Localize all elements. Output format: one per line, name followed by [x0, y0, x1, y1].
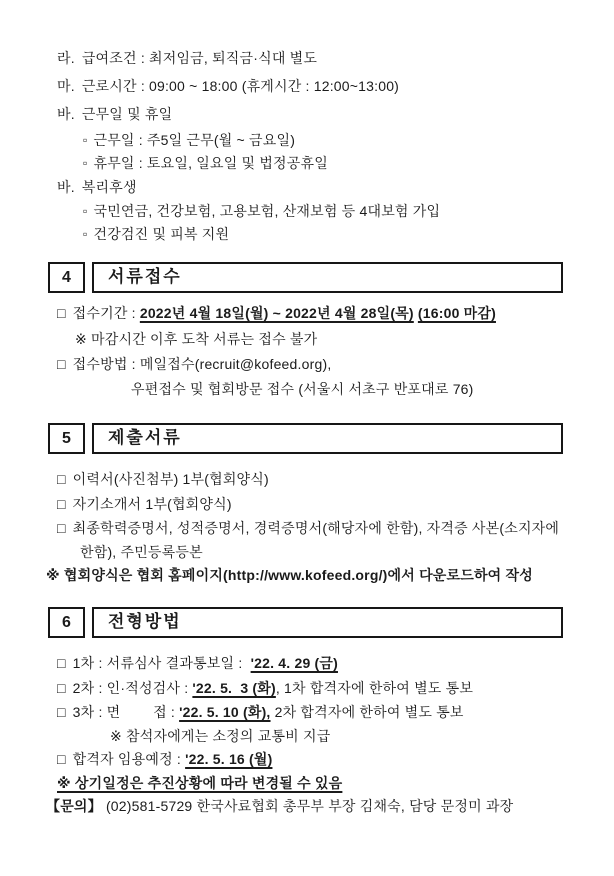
condition-text: 휴무일 : 토요일, 일요일 및 법정공휴일 [93, 155, 328, 171]
condition-line-hours [57, 78, 399, 95]
submission-period-line [57, 305, 496, 322]
form-download-note [46, 567, 533, 584]
step-post: 2차 합격자에 한하여 별도 통보 [270, 704, 464, 720]
submission-method-line2 [131, 381, 474, 398]
condition-subline-checkup [83, 226, 229, 243]
note-text: ※ 마감시간 이후 도착 서류는 접수 불가 [75, 331, 318, 347]
checkbox-bullet-icon: □ [57, 356, 66, 372]
note-text: ※ 상기일정은 추진상황에 따라 변경될 수 있음 [57, 775, 343, 791]
list-marker: 라. [57, 50, 75, 66]
period-deadline: (16:00 마감) [417, 305, 496, 321]
contact-text: (02)581-5729 한국사료협회 총무부 부장 김채숙, 담당 문정미 과장 [101, 798, 514, 814]
condition-subline-holiday [83, 155, 328, 172]
condition-text: 급여조건 : 최저임금, 퇴직금·식대 별도 [81, 50, 318, 66]
item-text: 자기소개서 1부(협회양식) [72, 496, 232, 512]
condition-text: 국민연금, 건강보험, 고용보험, 산재보험 등 4대보험 가입 [93, 203, 441, 219]
checkbox-bullet-icon: □ [57, 471, 66, 487]
step-date: '22. 5. 10 (화), [179, 704, 271, 720]
document-item-intro [57, 496, 232, 513]
condition-line-welfare [57, 179, 137, 196]
section-header-documents [48, 423, 563, 454]
checkbox-bullet-icon: □ [57, 680, 66, 696]
section-title: 제출서류 [92, 423, 563, 454]
step-date: '22. 5. 3 (화) [192, 680, 276, 696]
condition-subline-insurance [83, 203, 440, 220]
section-header-process [48, 607, 563, 638]
checkbox-bullet-icon: □ [57, 520, 66, 536]
hire-date-line [57, 751, 272, 768]
submission-method-line [57, 356, 331, 373]
hire-date: '22. 5. 16 (월) [185, 751, 273, 767]
period-value: 2022년 4월 18일(월) ~ 2022년 4월 28일(목) [139, 305, 414, 321]
document-item-certificates-cont [80, 544, 203, 561]
section-header-submission [48, 262, 563, 293]
step-post: , 1차 합격자에 한하여 별도 통보 [275, 680, 474, 696]
step-date: '22. 4. 29 (금) [250, 655, 338, 671]
section-number: 6 [48, 607, 85, 638]
condition-text: 근무일 및 휴일 [81, 106, 173, 122]
item-text: 이력서(사진첨부) 1부(협회양식) [72, 471, 269, 487]
item-text: 최종학력증명서, 성적증명서, 경력증명서(해당자에 한함), 자격증 사본(소지자에 [72, 520, 560, 536]
step-text: 3차 : 면 접 : [72, 704, 180, 720]
condition-text: 건강검진 및 피복 지원 [93, 226, 230, 242]
contact-label: 【문의】 [46, 798, 102, 814]
square-bullet-icon: ▫ [83, 133, 88, 147]
step-text: 1차 : 서류심사 결과통보일 : [72, 655, 251, 671]
list-marker: 바. [57, 179, 75, 195]
condition-line-workdays [57, 106, 172, 123]
process-step-2 [57, 680, 473, 697]
square-bullet-icon: ▫ [83, 156, 88, 170]
condition-subline-workday [83, 132, 295, 149]
checkbox-bullet-icon: □ [57, 704, 66, 720]
method-value: 메일접수(recruit@kofeed.org), [139, 356, 332, 372]
process-step-3 [57, 704, 464, 721]
method-label: 접수방법 : [72, 356, 140, 372]
list-marker: 마. [57, 78, 75, 94]
section-number: 5 [48, 423, 85, 454]
checkbox-bullet-icon: □ [57, 751, 66, 767]
condition-text: 근로시간 : 09:00 ~ 18:00 (휴게시간 : 12:00~13:00) [81, 78, 400, 94]
contact-line [46, 798, 513, 815]
item-text: 한함), 주민등록등본 [80, 544, 203, 560]
process-step-1 [57, 655, 338, 672]
condition-text: 근무일 : 주5일 근무(월 ~ 금요일) [93, 132, 296, 148]
deadline-note [75, 331, 317, 348]
schedule-change-note [57, 775, 342, 792]
checkbox-bullet-icon: □ [57, 655, 66, 671]
list-marker: 바. [57, 106, 75, 122]
hire-label: 합격자 임용예정 : [72, 751, 186, 767]
square-bullet-icon: ▫ [83, 204, 88, 218]
note-text: ※ 참석자에게는 소정의 교통비 지급 [110, 728, 331, 744]
method-value2: 우편접수 및 협회방문 접수 (서울시 서초구 반포대로 76) [131, 381, 474, 397]
step-text: 2차 : 인·적성검사 : [72, 680, 193, 696]
note-text: ※ 협회양식은 협회 홈페이지(http://www.kofeed.org/)에서 다운로드하여 작성 [46, 567, 533, 583]
period-label: 접수기간 : [72, 305, 140, 321]
checkbox-bullet-icon: □ [57, 496, 66, 512]
condition-text: 복리후생 [81, 179, 137, 195]
document-item-resume [57, 471, 269, 488]
document-item-certificates [57, 520, 559, 537]
checkbox-bullet-icon: □ [57, 305, 66, 321]
transport-note [110, 728, 330, 745]
condition-line-salary [57, 50, 317, 67]
section-title: 서류접수 [92, 262, 563, 293]
section-title: 전형방법 [92, 607, 563, 638]
square-bullet-icon: ▫ [83, 227, 88, 241]
section-number: 4 [48, 262, 85, 293]
